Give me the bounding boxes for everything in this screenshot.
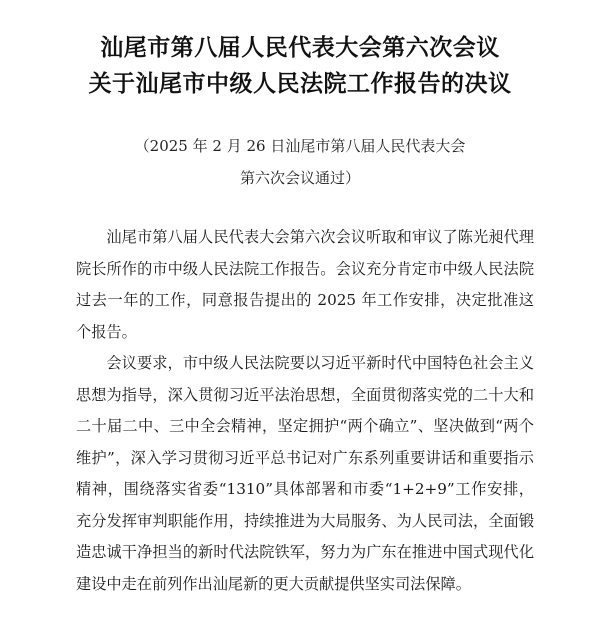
adoption-note-line-2: 第六次会议通过）	[239, 169, 360, 187]
title-line-2: 关于汕尾市中级人民法院工作报告的决议	[88, 71, 512, 97]
adoption-note	[0, 130, 600, 194]
document-title	[0, 30, 600, 102]
title-line-1: 汕尾市第八届人民代表大会第六次会议	[100, 35, 500, 61]
adoption-note-line-1: （2025 年 2 月 26 日汕尾市第八届人民代表大会	[134, 137, 466, 155]
paragraph-2: 会议要求，市中级人民法院要以习近平新时代中国特色社会主义思想为指导，深入贯彻习近平法治思想，全面贯彻落实党的二十大和二十届二中、三中全会精神，坚定拥护“两个确立”、坚决做到“两个维护”，深入学习贯彻习近平总书记对广东系列重要讲话和重要指示精神，围绕落实省委“1310”具体部署和市委“1+2+9”工作安排，充分发挥审判职能作用，持续推进为大局服务、为人民司法，全面锻造忠诚干净担当的新时代法院铁军，努力为广东在推进中国式现代化建设中走在前列作出汕尾新的更大贡献提供坚实司法保障。	[76, 354, 534, 593]
document-body	[76, 222, 534, 600]
paragraph-1: 汕尾市第八届人民代表大会第六次会议听取和审议了陈光昶代理院长所作的市中级人民法院工作报告。会议充分肯定市中级人民法院过去一年的工作，同意报告提出的 2025 年工作安排，决定批准这个报告。	[76, 228, 534, 341]
